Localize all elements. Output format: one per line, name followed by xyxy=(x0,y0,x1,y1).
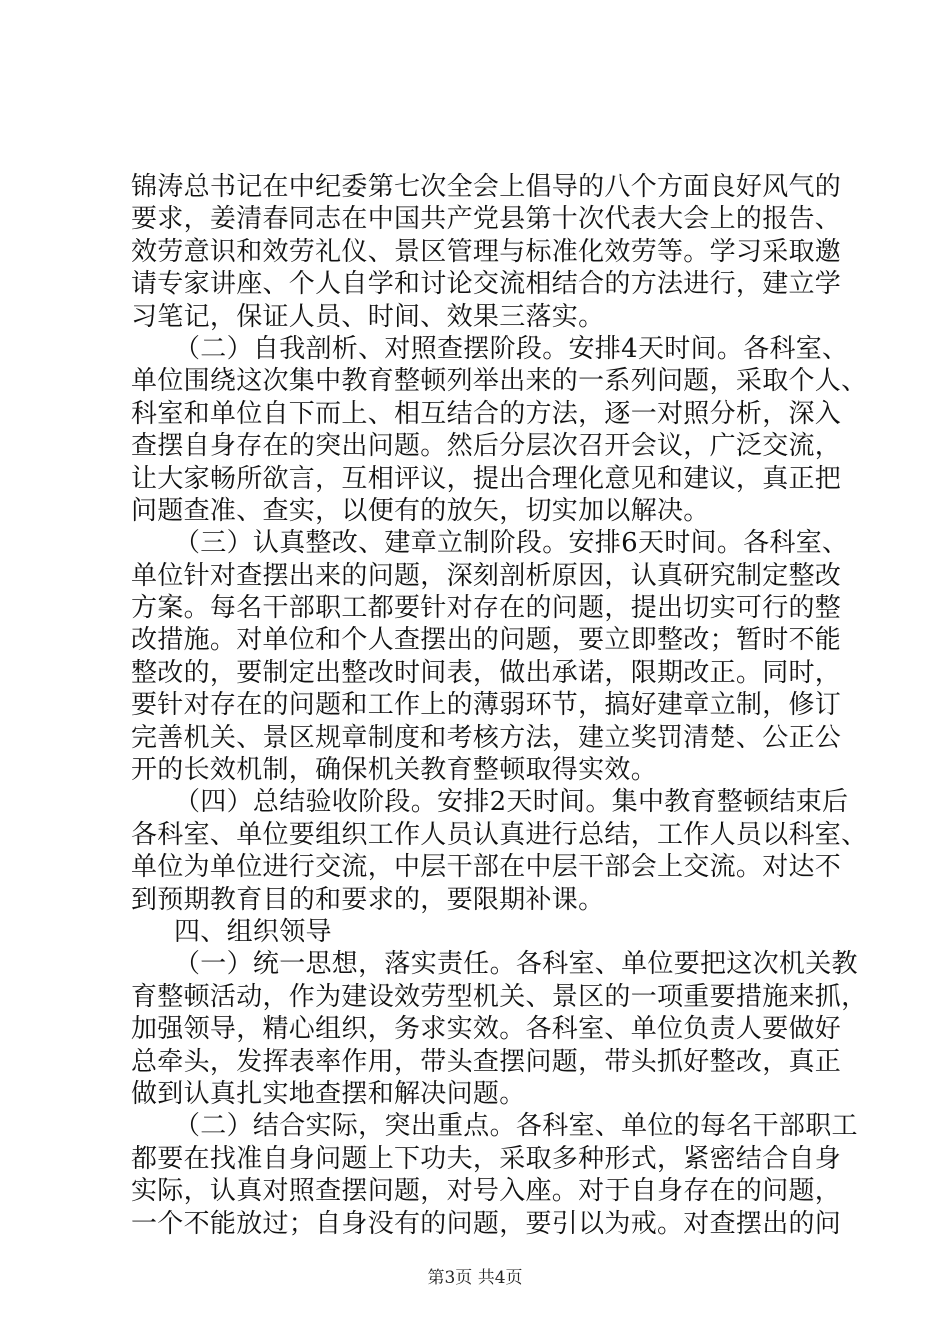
text-line: 单位针对查摆出来的问题，深刻剖析原因，认真研究制定整改 xyxy=(131,560,842,591)
body-text xyxy=(131,171,868,1240)
text-line: 习笔记，保证人员、时间、效果三落实。 xyxy=(131,301,605,332)
text-line: 开的长效机制，确保机关教育整顿取得实效。 xyxy=(131,755,658,786)
text-line: 各科室、单位要组织工作人员认真进行总结，工作人员以科室、 xyxy=(131,819,868,850)
text-line: 要求，姜清春同志在中国共产党县第十次代表大会上的报告、 xyxy=(131,204,842,235)
text-line: 整改的，要制定出整改时间表，做出承诺，限期改正。同时， xyxy=(131,657,842,688)
text-line: 单位为单位进行交流，中层干部在中层干部会上交流。对达不 xyxy=(131,852,842,883)
section-heading: 四、组织领导 xyxy=(174,916,332,947)
page-number-footer: 第3页 共4页 xyxy=(427,1268,523,1288)
text-line: 科室和单位自下而上、相互结合的方法，逐一对照分析，深入 xyxy=(131,398,842,429)
text-line: 完善机关、景区规章制度和考核方法，建立奖罚清楚、公正公 xyxy=(131,722,842,753)
text-line: 查摆自身存在的突出问题。然后分层次召开会议，广泛交流， xyxy=(131,431,842,462)
text-line: 都要在找准自身问题上下功夫，采取多种形式，紧密结合自身 xyxy=(131,1143,842,1174)
text-line: 总牵头，发挥表率作用，带头查摆问题，带头抓好整改，真正 xyxy=(131,1046,842,1077)
text-line: 要针对存在的问题和工作上的薄弱环节，搞好建章立制，修订 xyxy=(131,690,842,721)
text-line: 单位围绕这次集中教育整顿列举出来的一系列问题，采取个人、 xyxy=(131,366,868,397)
paragraph-start-line: （一）统一思想，落实责任。各科室、单位要把这次机关教 xyxy=(174,949,858,980)
text-line: 一个不能放过；自身没有的问题，要引以为戒。对查摆出的问 xyxy=(131,1208,842,1239)
text-line: 请专家讲座、个人自学和讨论交流相结合的方法进行，建立学 xyxy=(131,269,842,300)
paragraph-start-line: （二）自我剖析、对照查摆阶段。安排4天时间。各科室、 xyxy=(174,333,849,364)
text-line: 改措施。对单位和个人查摆出的问题，要立即整改；暂时不能 xyxy=(131,625,842,656)
text-line: 到预期教育目的和要求的，要限期补课。 xyxy=(131,884,605,915)
text-line: 育整顿活动，作为建设效劳型机关、景区的一项重要措施来抓， xyxy=(131,981,868,1012)
paragraph-start-line: （三）认真整改、建章立制阶段。安排6天时间。各科室、 xyxy=(174,528,849,559)
text-line: 方案。每名干部职工都要针对存在的问题，提出切实可行的整 xyxy=(131,593,842,624)
text-line: 效劳意识和效劳礼仪、景区管理与标准化效劳等。学习采取邀 xyxy=(131,236,842,267)
text-line: 实际，认真对照查摆问题，对号入座。对于自身存在的问题， xyxy=(131,1176,842,1207)
text-line: 做到认真扎实地查摆和解决问题。 xyxy=(131,1078,526,1109)
text-line: 锦涛总书记在中纪委第七次全会上倡导的八个方面良好风气的 xyxy=(131,172,842,202)
text-line: 问题查准、查实，以便有的放矢，切实加以解决。 xyxy=(131,495,710,526)
paragraph-start-line: （二）结合实际，突出重点。各科室、单位的每名干部职工 xyxy=(174,1111,858,1142)
text-line: 加强领导，精心组织，务求实效。各科室、单位负责人要做好 xyxy=(131,1014,842,1045)
text-line: 让大家畅所欲言，互相评议，提出合理化意见和建议，真正把 xyxy=(131,463,842,494)
paragraph-start-line: （四）总结验收阶段。安排2天时间。集中教育整顿结束后 xyxy=(174,787,849,818)
